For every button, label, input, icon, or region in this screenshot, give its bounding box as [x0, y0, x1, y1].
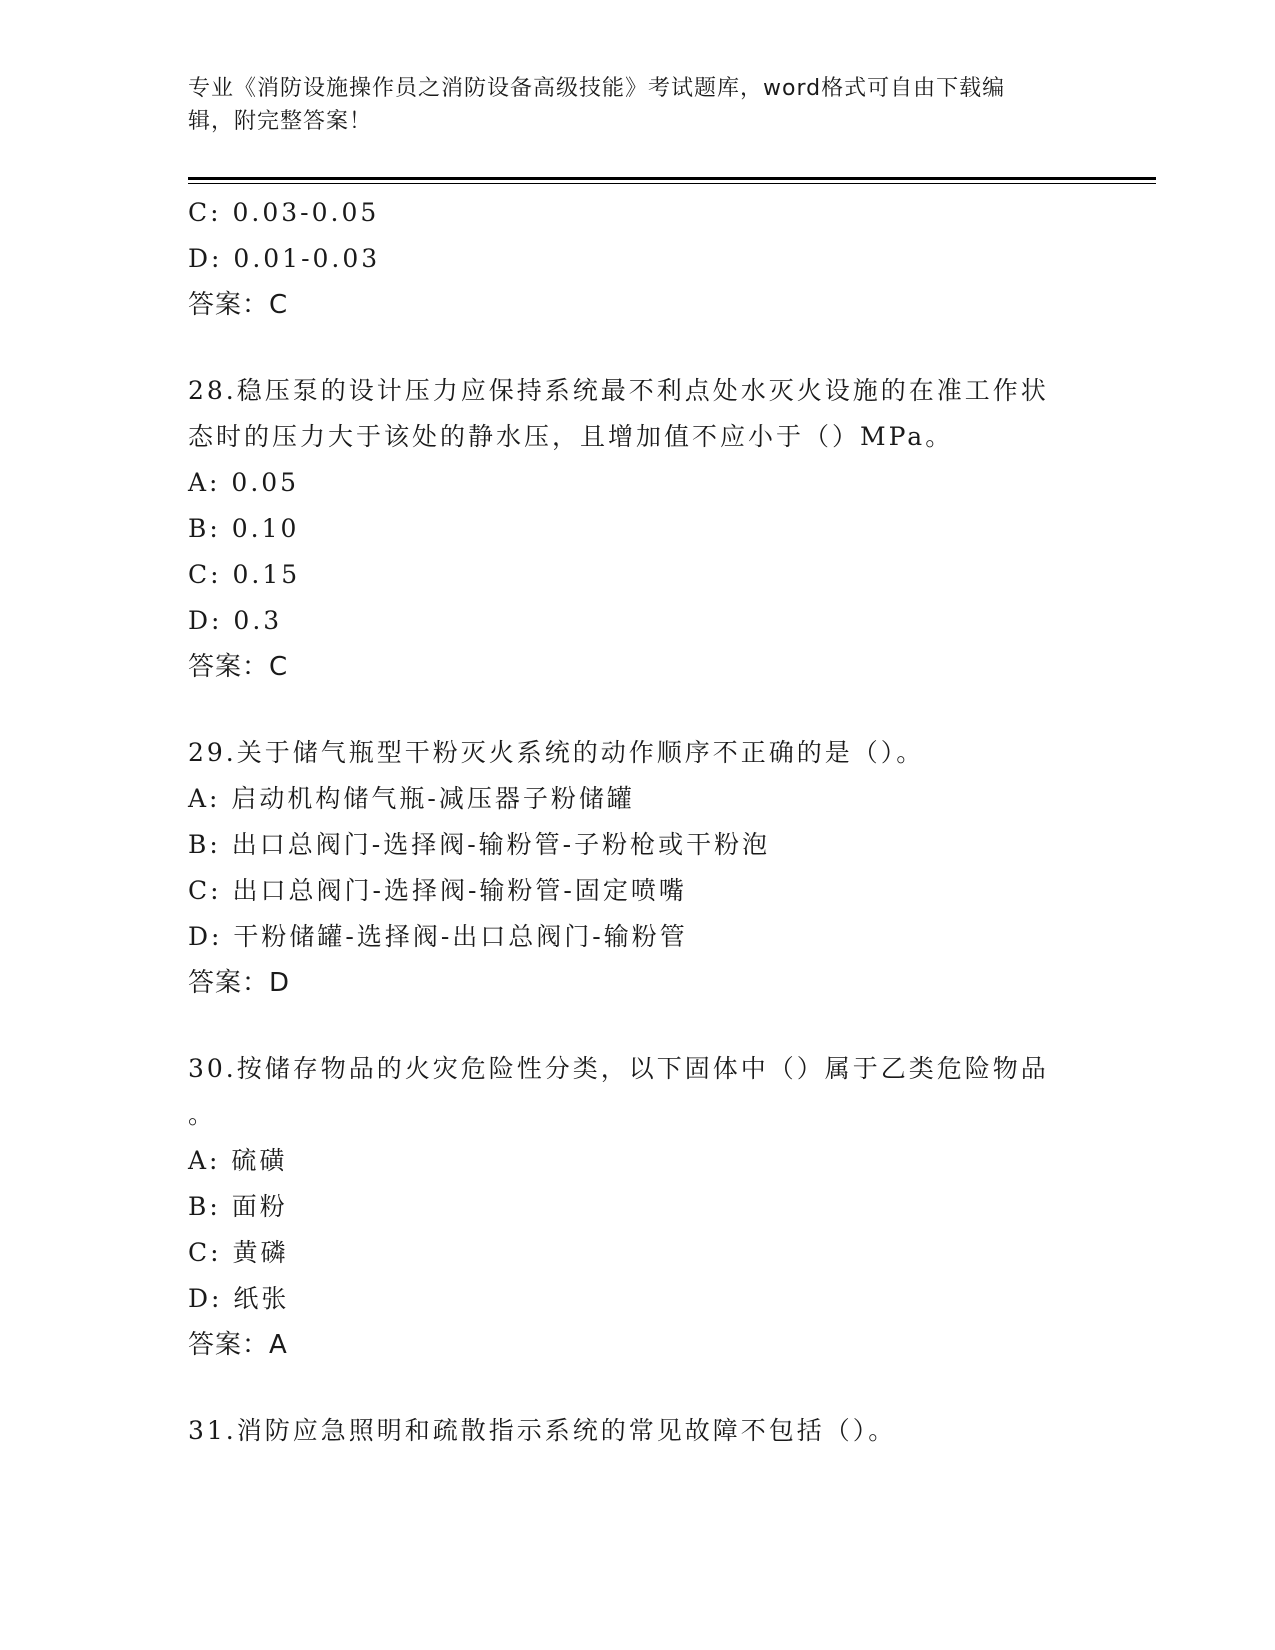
option-a: A: 硫磺	[188, 1146, 288, 1175]
option-c: C: 出口总阀门-选择阀-输粉管-固定喷嘴	[188, 876, 687, 905]
option-d: D: 纸张	[188, 1284, 290, 1313]
question-content	[188, 190, 1088, 1454]
answer: 答案：C	[188, 290, 289, 320]
question-stem-line: 30.按储存物品的火灾危险性分类，以下固体中（）属于乙类危险物品	[188, 1054, 1049, 1083]
option-d: D: 0.3	[188, 606, 283, 635]
header-rule-thick	[188, 177, 1156, 180]
question-stem-line: 31.消防应急照明和疏散指示系统的常见故障不包括（）。	[188, 1416, 897, 1445]
option-d: D: 0.01-0.03	[188, 244, 381, 273]
question-stem-line: 态时的压力大于该处的静水压，且增加值不应小于（）MPa。	[188, 422, 954, 451]
option-a: A: 启动机构储气瓶-减压器子粉储罐	[188, 784, 635, 813]
header-rule-thin	[188, 183, 1156, 184]
option-b: B: 0.10	[188, 514, 300, 543]
question-30	[188, 1046, 1088, 1368]
option-c: C: 0.15	[188, 560, 301, 589]
header-line-2: 辑，附完整答案！	[188, 109, 373, 134]
answer: 答案：D	[188, 968, 291, 998]
question-31	[188, 1408, 1088, 1454]
option-b: B: 出口总阀门-选择阀-输粉管-子粉枪或干粉泡	[188, 830, 771, 859]
question-29	[188, 730, 1088, 1006]
header-line-1: 专业《消防设施操作员之消防设备高级技能》考试题库，word格式可自由下载编	[188, 76, 1006, 101]
question-28	[188, 368, 1088, 690]
answer: 答案：A	[188, 1330, 288, 1360]
prev-question	[188, 190, 1088, 328]
option-c: C: 0.03-0.05	[188, 198, 380, 227]
document-header	[188, 72, 1088, 138]
option-c: C: 黄磷	[188, 1238, 289, 1267]
question-stem-line: 28.稳压泵的设计压力应保持系统最不利点处水灭火设施的在准工作状	[188, 376, 1049, 405]
question-stem-line: 。	[188, 1100, 217, 1129]
answer: 答案：C	[188, 652, 289, 682]
question-stem-line: 29.关于储气瓶型干粉灭火系统的动作顺序不正确的是（）。	[188, 738, 925, 767]
option-a: A: 0.05	[188, 468, 300, 497]
option-d: D: 干粉储罐-选择阀-出口总阀门-输粉管	[188, 922, 688, 951]
option-b: B: 面粉	[188, 1192, 288, 1221]
